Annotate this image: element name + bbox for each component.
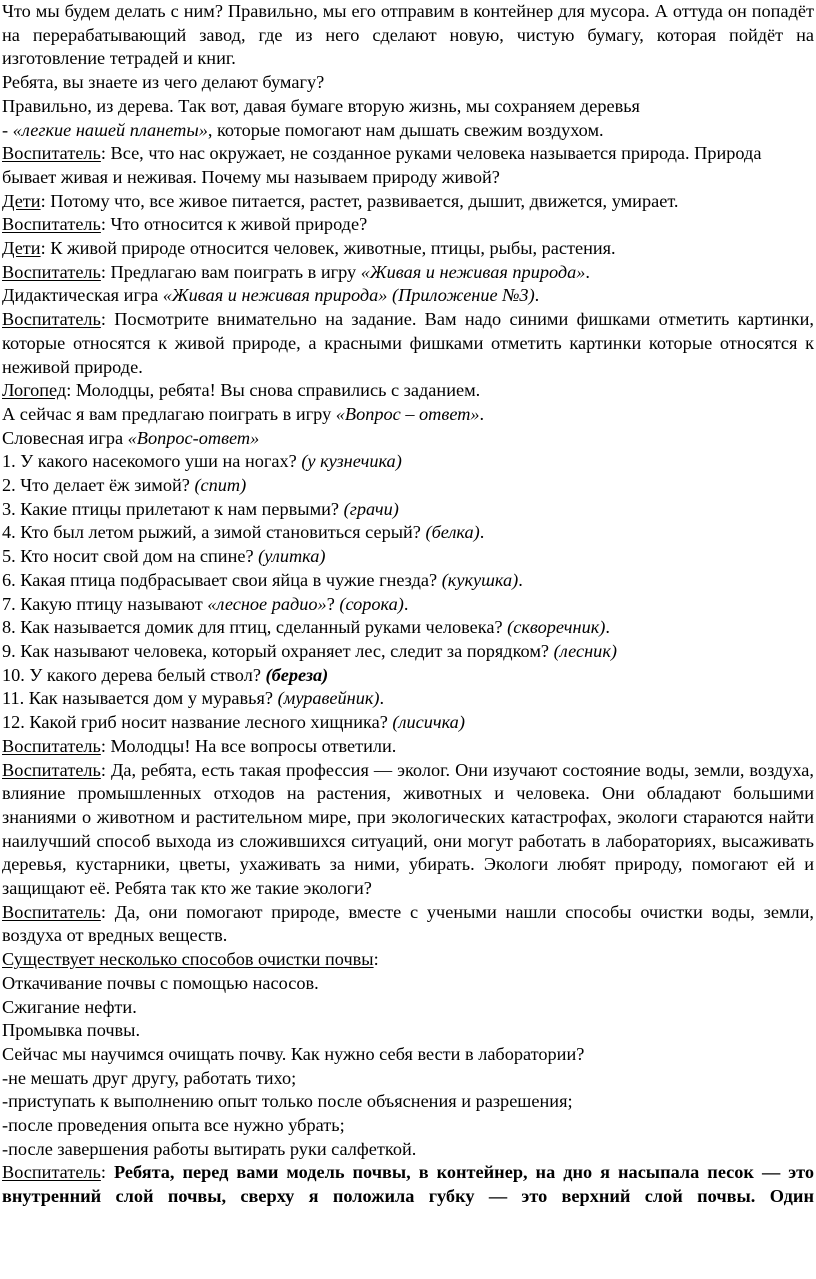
list-item: 7. Какую птицу называют «лесное радио»? (сорока). [2,593,409,614]
speaker-label: Дети [2,190,41,211]
paragraph-teacher-game: Воспитатель: Предлагаю вам поиграть в игру «Живая и неживая природа». [2,261,590,282]
speaker-label: Воспитатель [2,735,101,756]
list-item: Откачивание почвы с помощью насосов. [2,972,319,993]
list-item: Сжигание нефти. [2,996,137,1017]
paragraph-methods-heading: Существует несколько способов очистки почвы: [2,949,379,970]
speaker-label: Воспитатель [2,214,101,235]
list-item: 1. У какого насекомого уши на ногах? (у кузнечика) [2,451,402,472]
list-item: 12. Какой гриб носит название лесного хищника? (лисичка) [2,712,465,733]
paragraph-teacher-cleaning: Воспитатель: Да, они помогают природе, вместе с учеными нашли способы очистки воды, земли, воздуха от вредных веществ. [2,901,814,946]
paragraph-question-paper: Ребята, вы знаете из чего делают бумагу? [2,72,325,93]
speaker-label: Воспитатель [2,309,101,330]
list-item: 6. Какая птица подбрасывает свои яйца в чужие гнезда? (кукушка). [2,569,523,590]
paragraph-lungs: - «легкие нашей планеты», которые помогают нам дышать свежим воздухом. [2,119,604,140]
list-item: -после проведения опыта все нужно убрать; [2,1115,345,1136]
methods-list [2,972,814,1043]
paragraph-teacher-question: Воспитатель: Что относится к живой природе? [2,214,368,235]
list-item: 8. Как называется домик для птиц, сделанный руками человека? (скворечник). [2,617,610,638]
speaker-label: Воспитатель [2,901,101,922]
list-item: 9. Как называют человека, который охраняет лес, следит за порядком? (лесник) [2,640,617,661]
paragraph-speech-therapist: Логопед: Молодцы, ребята! Вы снова справились с заданием. [2,380,481,401]
speaker-label: Воспитатель [2,1162,101,1183]
list-item: -приступать к выполнению опыт только после объяснения и разрешения; [2,1091,573,1112]
paragraph-lab-intro: Сейчас мы научимся очищать почву. Как нужно себя вести в лаборатории? [2,1043,585,1064]
questions-list [2,450,814,734]
list-item: 2. Что делает ёж зимой? (спит) [2,475,247,496]
paragraph-teacher-nature: Воспитатель: Все, что нас окружает, не созданное руками человека называется природа. Природа бывает живая и неживая. Почему мы называем природу живой? [2,143,762,187]
list-item: 5. Кто носит свой дом на спине? (улитка) [2,546,326,567]
list-item: -не мешать друг другу, работать тихо; [2,1067,297,1088]
paragraph-word-game: Словесная игра «Вопрос-ответ» [2,427,260,448]
paragraph-soil-model: Воспитатель: Ребята, перед вами модель почвы, в контейнер, на дно я насыпала песок — это внутренний слой почвы, сверху я положила губку — это верхний слой почвы. Один [2,1162,815,1207]
list-item: 3. Какие птицы прилетают к нам первыми? (грачи) [2,498,399,519]
paragraph-game-invite: А сейчас я вам предлагаю поиграть в игру «Вопрос – ответ». [2,403,485,424]
speaker-label: Воспитатель [2,759,101,780]
paragraph-teacher-task: Воспитатель: Посмотрите внимательно на задание. Вам надо синими фишками отметить картинки, которые относятся к живой природе, а красными фишками отметить картинки которые относятся к неживой природе. [2,309,814,377]
speaker-label: Воспитатель [2,143,101,164]
paragraph-recycling: Что мы будем делать с ним? Правильно, мы его отправим в контейнер для мусора. А оттуда он попадёт на перерабатывающий завод, где из него сделают новую, чистую бумагу, которая пойдёт на изготовление тетрадей и книг. [2,1,814,69]
paragraph-children-answer: Дети: К живой природе относится человек, животные, птицы, рыбы, растения. [2,238,616,259]
paragraph-answer-wood: Правильно, из дерева. Так вот, давая бумаге вторую жизнь, мы сохраняем деревья [2,95,640,116]
rules-list [2,1067,814,1162]
paragraph-children-living: Дети: Потому что, все живое питается, растет, развивается, дышит, движется, умирает. [2,190,679,211]
list-item: 4. Кто был летом рыжий, а зимой становиться серый? (белка). [2,522,485,543]
list-item: -после завершения работы вытирать руки салфеткой. [2,1138,417,1159]
list-item: Промывка почвы. [2,1020,141,1041]
speaker-label: Логопед [2,380,67,401]
list-item: 10. У какого дерева белый ствол? (береза) [2,664,329,685]
speaker-label: Дети [2,238,41,259]
paragraph-teacher-praise: Воспитатель: Молодцы! На все вопросы ответили. [2,735,397,756]
paragraph-ecologist: Воспитатель: Да, ребята, есть такая профессия — эколог. Они изучают состояние воды, земли, воздуха, влияние промышленных отходов на растения, животных и человека. Они обладают большими знаниями о животном и растительном мире, при экологических катастрофах, экологи стараются найти наилучший способ выхода из сложившихся ситуаций, они могут работать в лабораториях, высаживать деревья, кустарники, цветы, ухаживать за ними, убирать. Экологи любят природу, помогают ей и защищают её. Ребята так кто же такие экологи? [2,759,814,899]
list-item: 11. Как называется дом у муравья? (муравейник). [2,688,385,709]
paragraph-didactic-game: Дидактическая игра «Живая и неживая природа» (Приложение №3). [2,285,540,306]
speaker-label: Воспитатель [2,261,101,282]
